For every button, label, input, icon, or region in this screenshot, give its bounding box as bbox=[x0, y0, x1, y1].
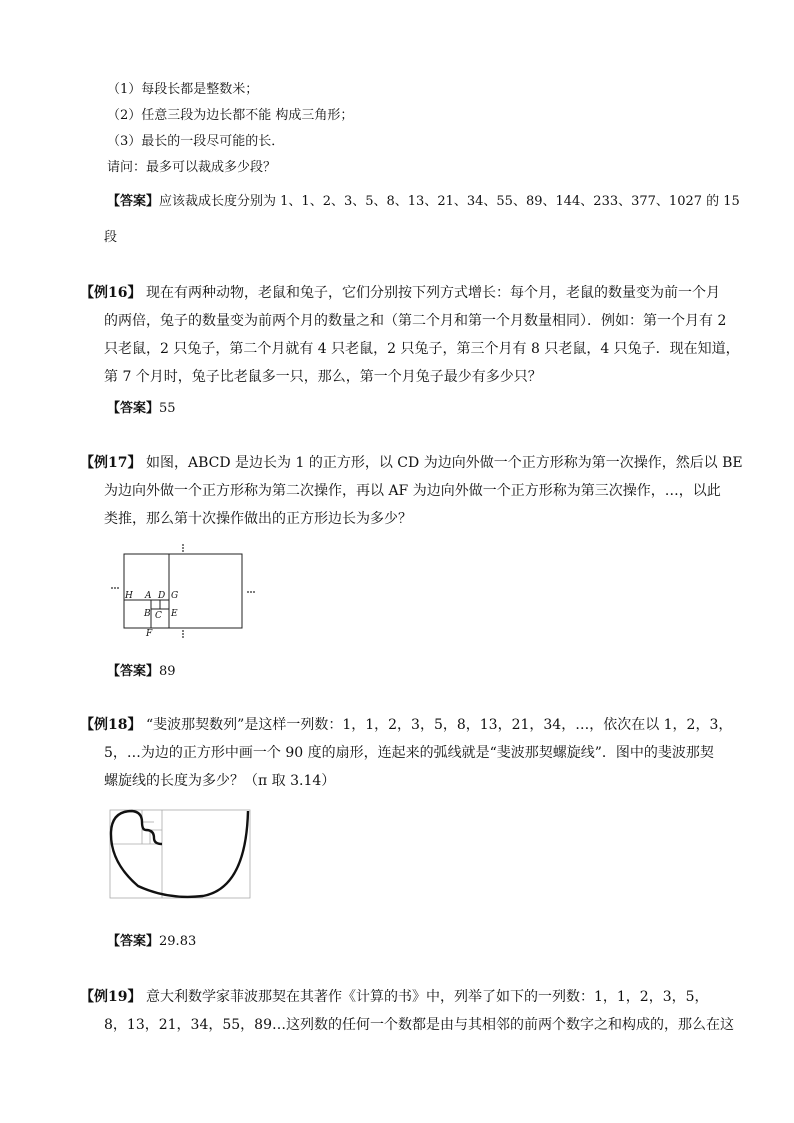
example-16-answer bbox=[107, 397, 176, 416]
example-18-tag: 【例18】 bbox=[80, 717, 142, 733]
answer-label: 【答案】 bbox=[107, 401, 160, 416]
example-16-line: 只老鼠，2 只兔子，第二个月就有 4 只老鼠，2 只兔子，第三个月有 8 只老鼠，4 只兔子．现在知道， bbox=[104, 341, 740, 357]
example-18-line: 5，…为边的正方形中画一个 90 度的扇形，连起来的弧线就是“斐波那契螺旋线”．图中的斐波那契 bbox=[104, 745, 714, 761]
label-f: F bbox=[146, 629, 153, 639]
example-19-line: 8，13，21，34，55，89…这列数的任何一个数都是由与其相邻的前两个数字之和构成的，那么在这 bbox=[104, 1017, 734, 1033]
example-17-line: 为边向外做一个正方形称为第二次操作，再以 AF 为边向外做一个正方形称为第三次操作，…，以此 bbox=[104, 483, 721, 499]
label-d: D bbox=[158, 591, 166, 601]
question-text: 请问：最多可以裁成多少段？ bbox=[107, 160, 277, 175]
label-b: B bbox=[144, 609, 151, 619]
example-16-line: 的两倍，兔子的数量变为前两个月的数量之和（第二个月和第一个月数量相同）．例如：第一个月有 2 bbox=[104, 313, 727, 329]
label-c: C bbox=[155, 611, 162, 621]
square-operation-figure bbox=[105, 540, 265, 640]
label-g: G bbox=[171, 591, 179, 601]
example-19-tag: 【例19】 bbox=[80, 989, 142, 1005]
answer-label: 【答案】 bbox=[107, 194, 160, 209]
condition-2: （2）任意三段为边长都不能 构成三角形； bbox=[107, 108, 354, 123]
answer-value: 55 bbox=[159, 401, 176, 416]
example-17-line: 类推，那么第十次操作做出的正方形边长为多少？ bbox=[104, 511, 412, 527]
example-17-line: 如图，ABCD 是边长为 1 的正方形，以 CD 为边向外做一个正方形称为第一次操作，然后以 BE bbox=[146, 455, 743, 471]
fibonacci-spiral-figure bbox=[108, 808, 253, 902]
example-19-line: 意大利数学家菲波那契在其著作《计算的书》中，列举了如下的一列数：1，1，2，3，5， bbox=[146, 989, 709, 1005]
answer-label: 【答案】 bbox=[107, 934, 160, 949]
label-a: A bbox=[145, 591, 152, 601]
condition-1: （1）每段长都是整数米； bbox=[107, 82, 259, 97]
example-18-line: 螺旋线的长度为多少？（π 取 3.14） bbox=[104, 773, 336, 789]
example-18-answer bbox=[107, 930, 196, 949]
answer-value: 29.83 bbox=[159, 934, 197, 949]
example-16-tag: 【例16】 bbox=[80, 285, 142, 301]
label-h: H bbox=[125, 591, 133, 601]
example-17-answer bbox=[107, 660, 176, 679]
answer-top bbox=[107, 190, 740, 209]
example-16-line: 第 7 个月时，兔子比老鼠多一只，那么，第一个月兔子最少有多少只？ bbox=[104, 369, 542, 385]
answer-label: 【答案】 bbox=[107, 664, 160, 679]
example-17-tag: 【例17】 bbox=[80, 455, 142, 471]
answer-top-line2: 段 bbox=[104, 230, 118, 245]
spiral-curve bbox=[111, 811, 248, 897]
answer-value: 89 bbox=[159, 664, 176, 679]
example-16-line: 现在有两种动物，老鼠和兔子，它们分别按下列方式增长：每个月，老鼠的数量变为前一个月 bbox=[146, 285, 720, 301]
example-18-line: “斐波那契数列”是这样一列数：1，1，2，3，5，8，13，21，34，…，依次在以 1，2，3， bbox=[146, 717, 733, 733]
label-e: E bbox=[171, 609, 178, 619]
answer-text: 应该裁成长度分别为 1、1、2、3、5、8、13、21、34、55、89、144、233、377、1027 的 15 bbox=[159, 194, 740, 209]
condition-3: （3）最长的一段尽可能的长． bbox=[107, 134, 285, 149]
